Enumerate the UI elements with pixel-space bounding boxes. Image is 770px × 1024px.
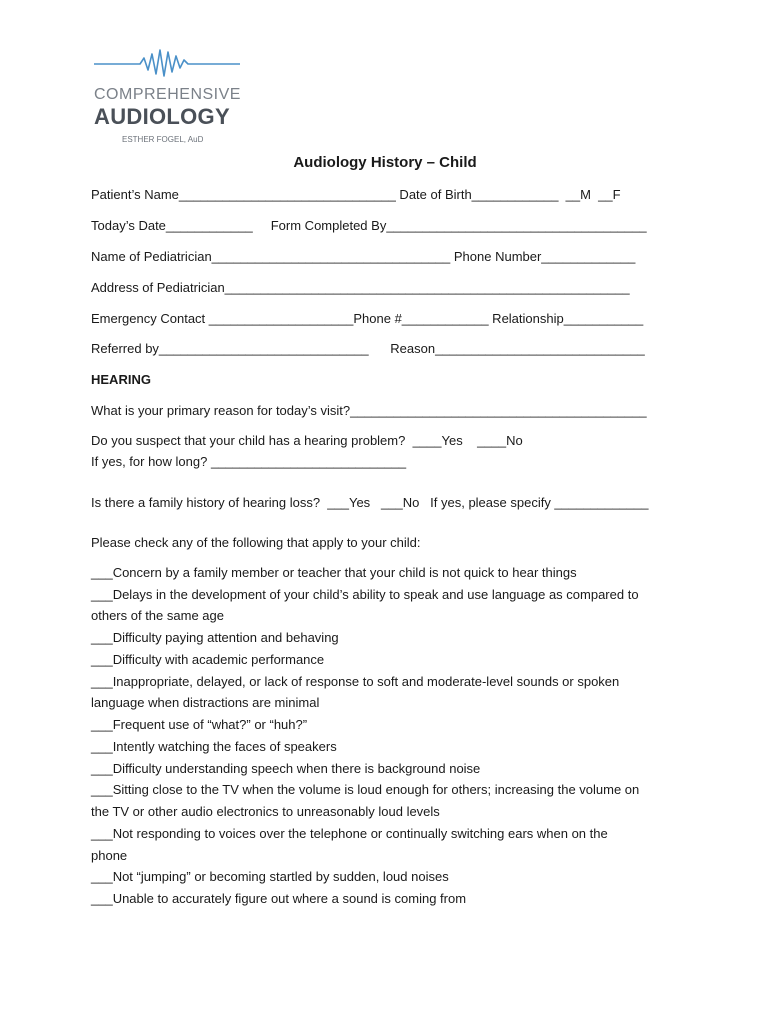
patient-name-field[interactable]: Patient’s Name______________________________ Date of Birth____________ __M __F — [91, 187, 621, 202]
checklist-item[interactable]: ___Concern by a family member or teacher that your child is not quick to hear things — [91, 565, 577, 580]
referred-by-field[interactable]: Referred by_____________________________ Reason_____________________________ — [91, 341, 645, 356]
todays-date-field[interactable]: Today’s Date____________ Form Completed By____________________________________ — [91, 218, 647, 233]
pediatrician-field[interactable]: Name of Pediatrician_________________________________ Phone Number_____________ — [91, 249, 636, 264]
checklist-item[interactable]: ___Sitting close to the TV when the volume is loud enough for others; increasing the volume on — [91, 782, 640, 797]
checklist-item-continued: others of the same age — [91, 608, 224, 623]
checklist-item[interactable]: ___Inappropriate, delayed, or lack of response to soft and moderate-level sounds or spoken — [91, 674, 620, 689]
suspect-hearing-problem-question[interactable]: Do you suspect that your child has a hearing problem? ____Yes ____No — [91, 433, 523, 448]
checklist-item[interactable]: ___Difficulty paying attention and behaving — [91, 630, 339, 645]
checklist-item[interactable]: ___Delays in the development of your child’s ability to speak and use language as compared to — [91, 587, 639, 602]
checklist-item[interactable]: ___Difficulty understanding speech when there is background noise — [91, 761, 481, 776]
family-history-question[interactable]: Is there a family history of hearing loss? ___Yes ___No If yes, please specify _____________ — [91, 495, 649, 510]
checklist-item-continued: phone — [91, 848, 128, 863]
logo-text-provider: ESTHER FOGEL, AuD — [122, 135, 204, 144]
sound-wave-icon — [92, 44, 242, 80]
checklist-item[interactable]: ___Not “jumping” or becoming startled by sudden, loud noises — [91, 869, 449, 884]
logo-text-audiology: AUDIOLOGY — [94, 104, 230, 129]
checklist-item[interactable]: ___Difficulty with academic performance — [91, 652, 325, 667]
checklist-item[interactable]: ___Intently watching the faces of speakers — [91, 739, 337, 754]
form-title: Audiology History – Child — [293, 154, 477, 171]
checklist-item[interactable]: ___Not responding to voices over the telephone or continually switching ears when on the — [91, 826, 608, 841]
checklist-instructions: Please check any of the following that apply to your child: — [91, 535, 421, 550]
checklist-item-continued: language when distractions are minimal — [91, 695, 320, 710]
checklist-item-continued: the TV or other audio electronics to unreasonably loud levels — [91, 804, 440, 819]
logo-text-comprehensive: COMPREHENSIVE — [94, 86, 241, 103]
hearing-heading: HEARING — [91, 372, 151, 387]
checklist-item[interactable]: ___Frequent use of “what?” or “huh?” — [91, 717, 308, 732]
checklist-item[interactable]: ___Unable to accurately figure out where a sound is coming from — [91, 891, 467, 906]
how-long-field[interactable]: If yes, for how long? ___________________________ — [91, 454, 407, 469]
company-logo — [92, 44, 242, 148]
emergency-contact-field[interactable]: Emergency Contact ____________________Phone #____________ Relationship___________ — [91, 311, 644, 326]
pediatrician-address-field[interactable]: Address of Pediatrician________________________________________________________ — [91, 280, 630, 295]
primary-reason-field[interactable]: What is your primary reason for today’s visit?_________________________________________ — [91, 403, 647, 418]
